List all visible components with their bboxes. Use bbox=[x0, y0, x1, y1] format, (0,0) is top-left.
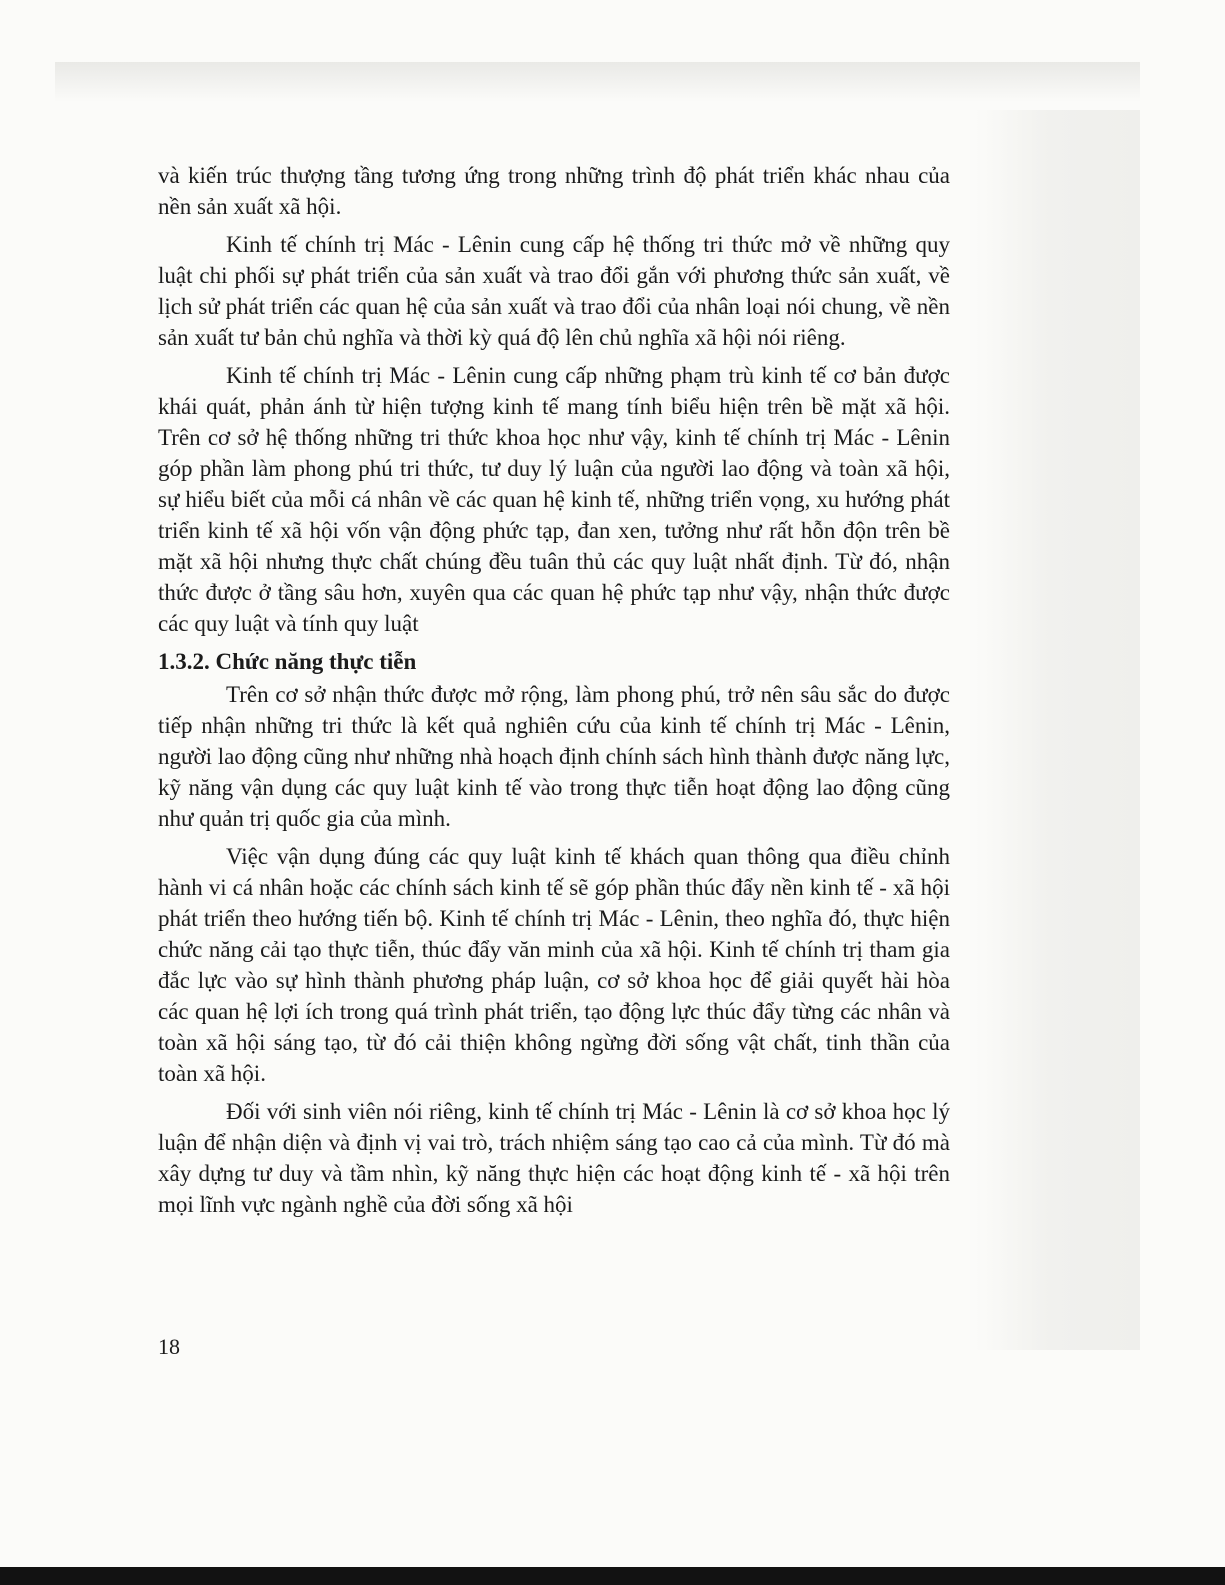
page-number: 18 bbox=[158, 1334, 180, 1359]
paragraph-knowledge-system: Kinh tế chính trị Mác - Lênin cung cấp hệ thống tri thức mở về những quy luật chi phối sự phát triển của sản xuất và trao đổi gắn với phương thức sản xuất, về lịch sử phát triển các quan hệ của sản xuất và trao đổi của nhân loại nói chung, về nền sản xuất tư bản chủ nghĩa và thời kỳ quá độ lên chủ nghĩa xã hội nói riêng. bbox=[158, 232, 950, 350]
scan-bottom-border bbox=[0, 1567, 1225, 1585]
section-heading: 1.3.2. Chức năng thực tiễn bbox=[158, 649, 417, 674]
paragraph-students: Đối với sinh viên nói riêng, kinh tế chính trị Mác - Lênin là cơ sở khoa học lý luận để nhận diện và định vị vai trò, trách nhiệm sáng tạo cao cả của mình. Từ đó mà xây dựng tư duy và tầm nhìn, kỹ năng thực hiện các hoạt động kinh tế - xã hội trên mọi lĩnh vực ngành nghề của đời sống xã hội bbox=[158, 1099, 950, 1217]
paragraph-economic-categories: Kinh tế chính trị Mác - Lênin cung cấp những phạm trù kinh tế cơ bản được khái quát, phản ánh từ hiện tượng kinh tế mang tính biểu hiện trên bề mặt xã hội. Trên cơ sở hệ thống những tri thức khoa học như vậy, kinh tế chính trị Mác - Lênin góp phần làm phong phú tri thức, tư duy lý luận của người lao động và toàn xã hội, sự hiểu biết của mỗi cá nhân về các quan hệ kinh tế, những triển vọng, xu hướng phát triển kinh tế xã hội vốn vận động phức tạp, đan xen, tưởng như rất hỗn độn trên bề mặt xã hội nhưng thực chất chúng đều tuân thủ các quy luật nhất định. Từ đó, nhận thức được ở tầng sâu hơn, xuyên qua các quan hệ phức tạp như vậy, nhận thức được các quy luật và tính quy luật bbox=[158, 363, 950, 636]
paragraph-applying-laws: Việc vận dụng đúng các quy luật kinh tế khách quan thông qua điều chỉnh hành vi cá nhân hoặc các chính sách kinh tế sẽ góp phần thúc đẩy nền kinh tế - xã hội phát triển theo hướng tiến bộ. Kinh tế chính trị Mác - Lênin, theo nghĩa đó, thực hiện chức năng cải tạo thực tiễn, thúc đẩy văn minh của xã hội. Kinh tế chính trị tham gia đắc lực vào sự hình thành phương pháp luận, cơ sở khoa học để giải quyết hài hòa các quan hệ lợi ích trong quá trình phát triển, tạo động lực thúc đẩy từng các nhân và toàn xã hội sáng tạo, từ đó cải thiện không ngừng đời sống vật chất, tinh thần của toàn xã hội. bbox=[158, 844, 950, 1086]
paragraph-continuation: và kiến trúc thượng tầng tương ứng trong những trình độ phát triển khác nhau của nền sản xuất xã hội. bbox=[158, 163, 950, 219]
page-edge-shadow-top bbox=[55, 62, 1140, 102]
body-text bbox=[158, 160, 950, 1227]
page-edge-shadow-right bbox=[975, 110, 1140, 1350]
paragraph-practical-function: Trên cơ sở nhận thức được mở rộng, làm phong phú, trở nên sâu sắc do được tiếp nhận những tri thức là kết quả nghiên cứu của kinh tế chính trị Mác - Lênin, người lao động cũng như những nhà hoạch định chính sách hình thành được năng lực, kỹ năng vận dụng các quy luật kinh tế vào trong thực tiễn hoạt động lao động cũng như quản trị quốc gia của mình. bbox=[158, 682, 950, 831]
